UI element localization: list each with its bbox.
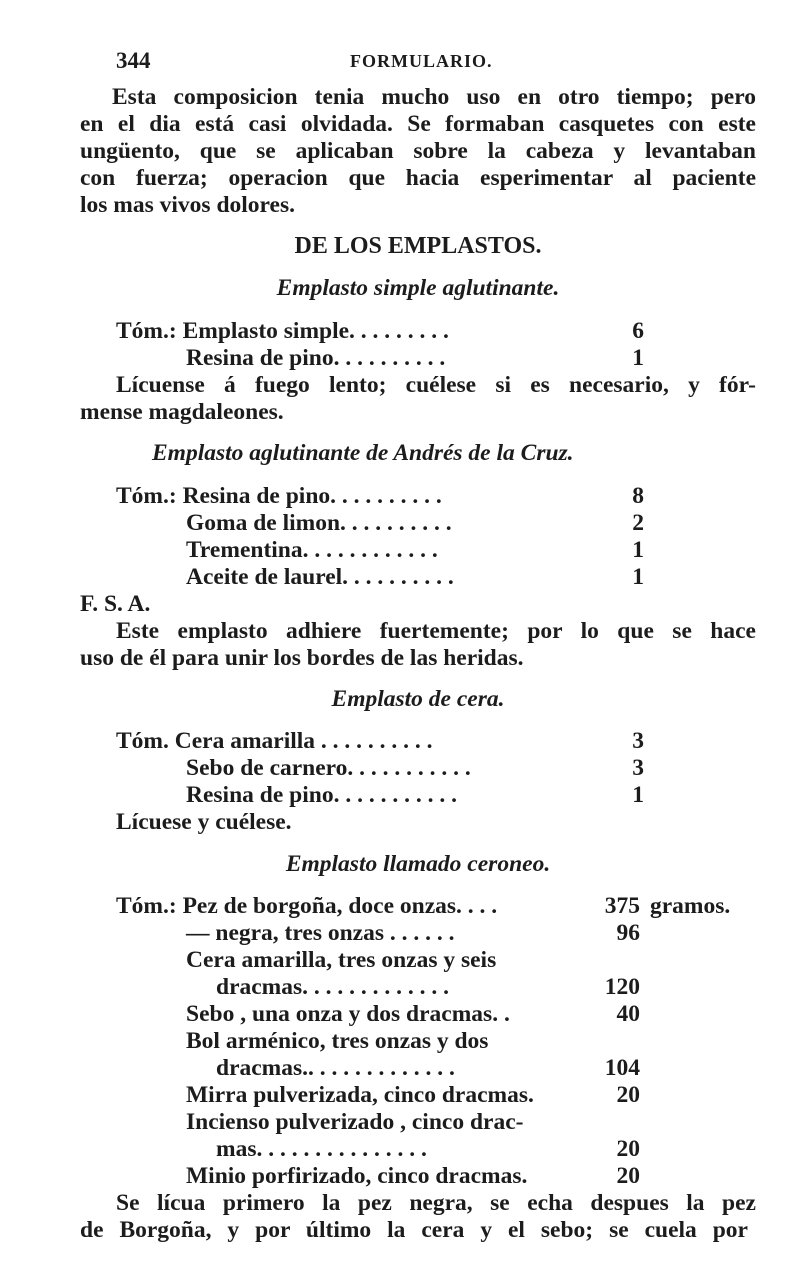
recipe-row-qty: 375 xyxy=(604,893,640,919)
recipe-row-text: Incienso pulverizado , cinco drac- xyxy=(186,1109,524,1135)
recipe-row-text: Tóm. Cera amarilla . . . . . . . . . . xyxy=(116,728,433,754)
page-number: 344 xyxy=(116,48,151,73)
recipe-row-qty: 1 xyxy=(632,345,644,371)
recipe-row-qty: 40 xyxy=(616,1001,640,1027)
recipe-row-text: dracmas. . . . . . . . . . . . . xyxy=(216,974,450,1000)
recipe-row-qty: 1 xyxy=(632,537,644,563)
intro-line: en el dia está casi olvidada. Se formaban casquetes con este xyxy=(80,111,756,137)
recipe-note: mense magdaleones. xyxy=(80,399,284,425)
recipe-row-text: Minio porfirizado, cinco dracmas. xyxy=(186,1163,528,1189)
intro-line: los mas vivos dolores. xyxy=(80,192,295,218)
recipe-row-qty: 6 xyxy=(632,318,644,344)
recipe-row-text: dracmas.. . . . . . . . . . . . . xyxy=(216,1055,455,1081)
recipe-row-text: Tóm.: Emplasto simple. . . . . . . . . xyxy=(116,318,449,344)
intro-line: Esta composicion tenia mucho uso en otro tiempo; pero xyxy=(112,84,756,110)
recipe-row-unit: gramos. xyxy=(650,893,731,919)
recipe-row-qty: 3 xyxy=(632,728,644,754)
recipe-row-text: Mirra pulverizada, cinco dracmas. xyxy=(186,1082,534,1108)
recipe-row-text: Sebo , una onza y dos dracmas. . xyxy=(186,1001,510,1027)
recipe-title: Emplasto llamado ceroneo. xyxy=(285,851,551,877)
recipe-note: Este emplasto adhiere fuertemente; por lo que se hace xyxy=(116,618,756,644)
intro-line: con fuerza; operacion que hacia esperimentar al paciente xyxy=(80,165,756,191)
recipe-note: Lícuense á fuego lento; cuélese si es necesario, y fór- xyxy=(116,372,756,398)
recipe-row-text: Trementina. . . . . . . . . . . . xyxy=(186,537,438,563)
recipe-row-qty: 20 xyxy=(616,1163,640,1189)
running-title: FORMULARIO. xyxy=(350,51,493,71)
recipe-note: Se lícua primero la pez negra, se echa despues la pez xyxy=(116,1190,756,1216)
recipe-row-text: Bol arménico, tres onzas y dos xyxy=(186,1028,489,1054)
recipe-row-qty: 8 xyxy=(632,483,644,509)
recipe-row-qty: 20 xyxy=(616,1136,640,1162)
recipe-row-text: Goma de limon. . . . . . . . . . xyxy=(186,510,452,536)
recipe-row-qty: 1 xyxy=(632,564,644,590)
recipe-row-text: Tóm.: Pez de borgoña, doce onzas. . . . xyxy=(116,893,498,919)
recipe-row-qty: 104 xyxy=(604,1055,640,1081)
recipe-row-text: Cera amarilla, tres onzas y seis xyxy=(186,947,497,973)
recipe-row-text: Resina de pino. . . . . . . . . . xyxy=(186,345,446,371)
recipe-fsa: F. S. A. xyxy=(80,591,151,617)
recipe-row-text: Aceite de laurel. . . . . . . . . . xyxy=(186,564,454,590)
recipe-row-qty: 3 xyxy=(632,755,644,781)
recipe-title: Emplasto simple aglutinante. xyxy=(276,275,560,301)
section-title: DE LOS EMPLASTOS. xyxy=(294,233,542,259)
recipe-row-text: Resina de pino. . . . . . . . . . . xyxy=(186,782,457,808)
recipe-row-text: Sebo de carnero. . . . . . . . . . . xyxy=(186,755,471,781)
intro-line: ungüento, que se aplicaban sobre la cabeza y levantaban xyxy=(80,138,756,164)
recipe-row-qty: 120 xyxy=(604,974,640,1000)
recipe-title: Emplasto aglutinante de Andrés de la Cruz. xyxy=(152,440,574,466)
recipe-row-text: mas. . . . . . . . . . . . . . . xyxy=(216,1136,427,1162)
recipe-note: uso de él para unir los bordes de las heridas. xyxy=(80,645,524,671)
recipe-row-qty: 20 xyxy=(616,1082,640,1108)
recipe-note: Lícuese y cuélese. xyxy=(116,809,292,835)
recipe-row-text: — negra, tres onzas . . . . . . xyxy=(186,920,455,946)
recipe-row-text: Tóm.: Resina de pino. . . . . . . . . . xyxy=(116,483,442,509)
recipe-note: de Borgoña, y por último la cera y el sebo; se cuela por xyxy=(80,1217,748,1243)
recipe-title: Emplasto de cera. xyxy=(331,686,505,712)
recipe-row-qty: 1 xyxy=(632,782,644,808)
recipe-row-qty: 96 xyxy=(616,920,640,946)
recipe-row-qty: 2 xyxy=(632,510,644,536)
